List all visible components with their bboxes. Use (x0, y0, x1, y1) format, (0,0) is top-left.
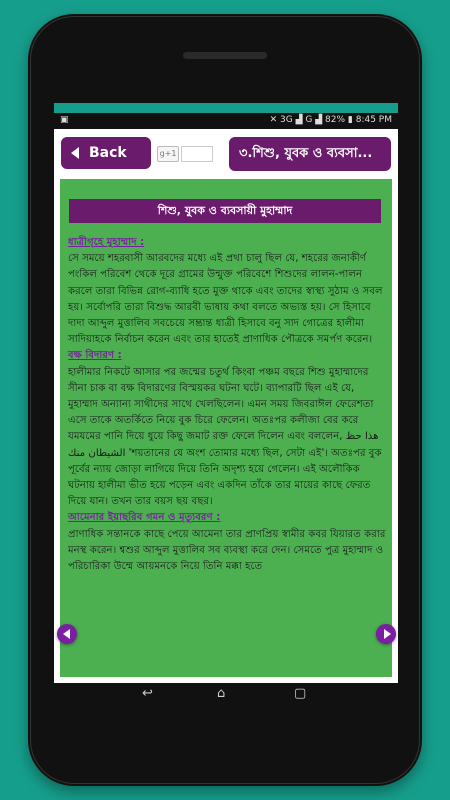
section-title: ধাত্রীগৃহে মুহাম্মাদ : (68, 237, 145, 248)
chapter-title-button[interactable]: ৩.শিশু, যুবক ও ব্যবসা... (229, 137, 391, 171)
system-status-bar (54, 113, 398, 129)
section-paragraph: প্রাণাধিক সন্তানকে কাছে পেয়ে আমেনা তার প্রাণপ্রিয় স্বামীর কবর যিয়ারত করার মনস্থ করেন। শ্বশুর আব্দুল মুত্তালিব সব ব্যবস্থা করে দেন। সেমতে পুত্র মুহাম্মাদ ও পরিচারিকা উম্মে আয়মনকে নিয়ে তিনি মক্কা হতে (68, 528, 386, 573)
battery-icon: ▮ (347, 115, 356, 125)
article-panel (60, 179, 392, 677)
image-notification-icon: ▣ (60, 115, 69, 125)
section-title: আমেনার ইয়াছরিব গমন ও মৃত্যুবরণ : (68, 512, 221, 524)
back-button[interactable] (61, 137, 151, 169)
recents-icon[interactable]: ▢ (294, 686, 307, 701)
back-nav-icon[interactable]: ↩ (142, 686, 153, 701)
back-arrow-icon (71, 147, 79, 159)
article-body (68, 235, 386, 575)
chevron-left-icon (63, 629, 70, 639)
google-plus-count (181, 146, 213, 162)
clock: 8:45 PM (355, 115, 392, 125)
article-heading: শিশু, যুবক ও ব্যবসায়ী মুহাম্মাদ (69, 199, 381, 223)
next-page-button[interactable] (376, 624, 396, 644)
network-type: 3G (279, 115, 293, 125)
back-button-label: Back (89, 145, 127, 161)
earpiece-speaker (183, 52, 267, 59)
home-icon[interactable]: ⌂ (217, 686, 226, 701)
section-title: বক্ষ বিদারণ : (68, 350, 122, 362)
chevron-right-icon (384, 629, 391, 639)
previous-page-button[interactable] (57, 624, 77, 644)
app-toolbar (54, 129, 398, 179)
battery-percent: 82% (325, 115, 346, 125)
section-paragraph: সে সময়ে শহরবাসী আরবদের মধ্যে এই প্রথা চালু ছিল যে, শহরের জনাকীর্ণ পংকিল পরিবেশ থেকে দূরে গ্রামের উন্মুক্ত পরিবেশে শিশুদের লালন-পালন করলে তারা বিভিন্ন রোগ-ব্যাধি হতে মুক্ত থাকে এবং তাদের স্বাস্থ্য সুঠাম ও সবল হয়। সর্বোপরি তারা বিশুদ্ধ আরবী ভাষায় কথা বলতে অভ্যস্ত হয়। সে হিসাবে দাদা আব্দুল মুত্তালিব সবচেয়ে সম্ভ্রান্ত ধাত্রী হিসাবে বনু সাদ গোত্রের হালীমা সাদিয়াহকে নির্বাচন করেন এবং তার হাতেই প্রাণাধিক পৌত্রকে সমর্পণ করেন। (68, 253, 383, 346)
section-paragraph: হালীমার নিকটে আসার পর জন্মের চতুর্থ কিংবা পঞ্চম বছরে শিশু মুহাম্মাদের সীনা চাক বা বক্ষ বিদারণের বিস্ময়কর ঘটনা ঘটে। ব্যাপারটি ছিল এই যে, মুহাম্মাদ অন্যান্য সাথীদের সাথে খেলছিলেন। এমন সময় জিবরাঈল ফেরেশতা এসে তাকে অতর্কিতে নিয়ে বুক চিরে ফেলেন। অতঃপর কলীজা বের করে যমযমের পানি দিয়ে ধুয়ে কিছু জমাট রক্ত ফেলে দিলেন এবং বললেন, هذا حظ الشيطان منك 'শয়তানের যে অংশ তোমার মধ্যে ছিল, সেটা এই'। অতঃপর বুক পূর্বের ন্যায় জোড়া লাগিয়ে দিয়ে তিনি অদৃশ্য হয়ে গেলেন। এই অলৌকিক ঘটনায় হালীমা ভীত হয়ে পড়েন এবং একদিন তাঁকে তার মায়ের কাছে ফেরত দিয়ে যান। তখন তার বয়স ছয় বছর। (68, 366, 382, 508)
app-screen (54, 103, 398, 705)
carrier-mark: G (305, 115, 313, 125)
status-indicators (270, 115, 392, 125)
mute-icon: ✕ (269, 115, 280, 125)
status-strip (54, 103, 398, 113)
navigation-bar (54, 683, 398, 705)
signal-icon: ▟ (295, 115, 303, 125)
signal-icon-2: ▟ (315, 115, 326, 125)
google-plus-button[interactable]: g+1 (157, 146, 179, 162)
